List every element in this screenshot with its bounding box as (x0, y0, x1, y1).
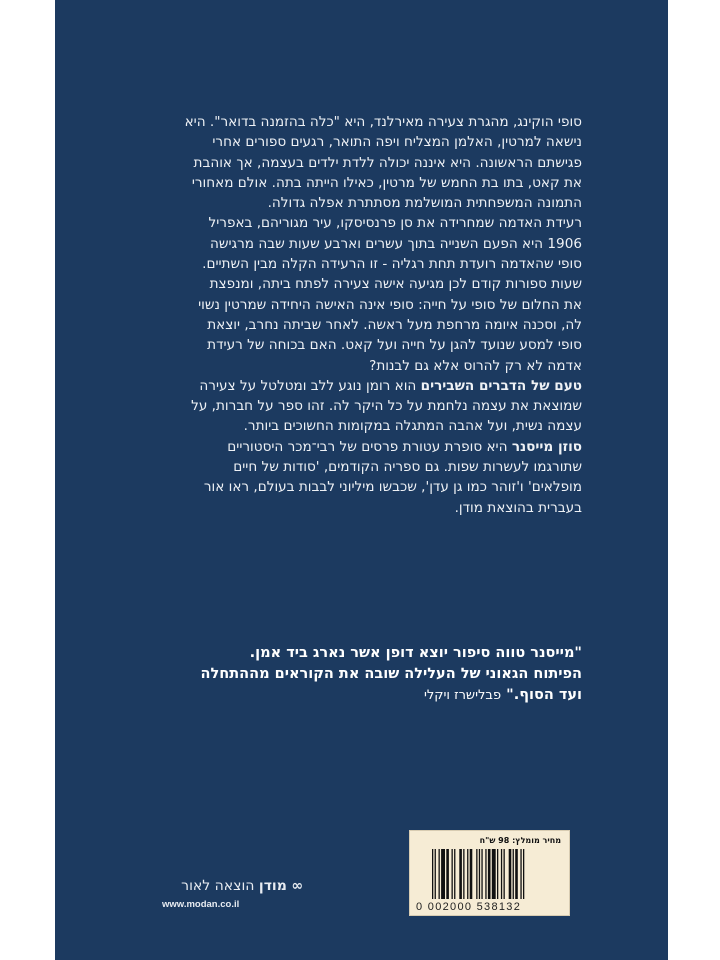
blurb-line: את החלום של סופי על חייה: סופי אינה האישה היחידה שמרטין נשוי (198, 296, 582, 313)
barcode-bar (467, 849, 468, 899)
blurb-line: נישאה למרטין, האלמן המצליח ויפה התואר, רגעים ספורים אחרי (212, 134, 582, 151)
book-title: טעם של הדברים השבירים (420, 377, 582, 394)
barcode-bar (485, 849, 486, 899)
review-quote (100, 643, 582, 706)
barcode-bar (481, 849, 482, 899)
blurb-line: שתורגמו לעשרות שפות. גם ספריה הקודמים, 'סודות של חיים (233, 459, 582, 476)
barcode-bar (446, 849, 449, 899)
barcode-bar (463, 849, 464, 899)
barcode-bar (439, 849, 440, 899)
blurb-line: בעברית בהוצאת מודן. (454, 499, 582, 516)
quote-text: ועד הסוף." (506, 687, 582, 703)
barcode-bar (452, 849, 453, 899)
publisher-url: www.modan.co.il (162, 899, 240, 910)
barcode-bar (497, 849, 498, 899)
barcode-bar (435, 849, 436, 899)
quote-source: פבלישרז ויקלי (423, 688, 502, 703)
barcode-bar (470, 849, 473, 899)
barcode-bars (432, 849, 562, 899)
blurb-line: אדמה לא רק להרוס אלא גם לבנות? (369, 357, 582, 374)
blurb-line: סופי שהאדמה רועדת תחת רגליה - זו הרעידה הקלה מבין השתיים. (202, 256, 582, 273)
blurb-line: סופי הוקינג, מהגרת צעירה מאירלנד, היא "כלה בהזמנה בדואר". היא (184, 114, 582, 130)
publisher-name (181, 878, 303, 894)
barcode-bar (479, 849, 480, 899)
barcode-bar (504, 849, 505, 899)
barcode-bar (476, 849, 477, 899)
quote-line (100, 685, 582, 706)
blurb-line: לה, וסכנה איומה מרחפת מעל ראשה. לאחר שביתה נחרב, יוצאת (207, 316, 582, 333)
blurb-line: מופלאים' ו'זוהר כמו גן עדן', שכבשו מיליוני לבבות בעולם, ראו אור (203, 479, 582, 496)
blurb-line: את קאט, בתו בת החמש של מרטין, כאילו הייתה בתה. אולם מאחורי (191, 174, 582, 191)
barcode-bar (515, 849, 518, 899)
blurb-line: רעידת האדמה שמחרידה את סן פרנסיסקו, עיר מגוריהם, באפריל (208, 215, 582, 232)
blurb-text-span: היא סופרת עטורת פרסים של רבי־מכר היסטוריים (227, 438, 512, 455)
barcode-bar (501, 849, 502, 899)
barcode-bar (523, 849, 524, 899)
barcode-bar (513, 849, 514, 899)
author-name: סוזן מייסנר (511, 438, 582, 455)
barcode-bar (459, 849, 462, 899)
blurb-line: 1906 היא הפעם השנייה בתוך עשרים וארבע שעות שבה מרגישה (209, 235, 582, 252)
quote-line: "מייסנר טווה סיפור יוצא דופן אשר נארג ביד אמן. (249, 645, 582, 661)
price-label: מחיר מומלץ: 98 ש"ח (479, 836, 561, 845)
barcode-bar (492, 849, 496, 899)
publisher-name-bold: מודן (258, 878, 287, 894)
book-logo-icon: ∞ (291, 878, 303, 894)
publisher-name-rest: הוצאה לאור (181, 878, 259, 894)
blurb-text-span: הוא רומן נוגע ללב ומטלטל על צעירה (199, 377, 421, 394)
blurb-line: סופי למסע שנועד להגן על חייה ועל קאט. האם בכוחה של רעידת (207, 337, 582, 354)
blurb-line: שמוצאת את עצמה נלחמת על כל היקר לה. זהו ספר על חברות, על (191, 398, 582, 415)
blurb-line: התמונה המשפחתית המושלמת מסתתרת אפלה גדולה. (267, 195, 582, 212)
barcode-label (409, 830, 570, 916)
barcode-bar (441, 849, 445, 899)
publisher-logo (148, 878, 303, 918)
quote-line: הפיתוח הגאוני של העלילה שובה את הקוראים מההתחלה (200, 666, 582, 682)
barcode-bar (520, 849, 521, 899)
barcode-number: 0 002000 538132 (416, 901, 522, 913)
author-line (100, 437, 582, 457)
barcode-bar (454, 849, 455, 899)
blurb-line: עצמה נשית, ועל אהבה המתגלה במקומות החשוכים ביותר. (243, 418, 582, 435)
blurb-line: שעות ספורות קודם לכן מגיעה אישה צעירה לפתח ביתה, ומנפצת (209, 276, 582, 293)
book-title-line (100, 376, 582, 396)
blurb-line: פגישתם הראשונה. היא איננה יכולה ללדת ילדים בעצמה, אך אוהבת (193, 154, 582, 171)
barcode-bar (432, 849, 433, 899)
blurb-text (100, 112, 582, 518)
barcode-bar (509, 849, 512, 899)
barcode-bar (488, 849, 491, 899)
